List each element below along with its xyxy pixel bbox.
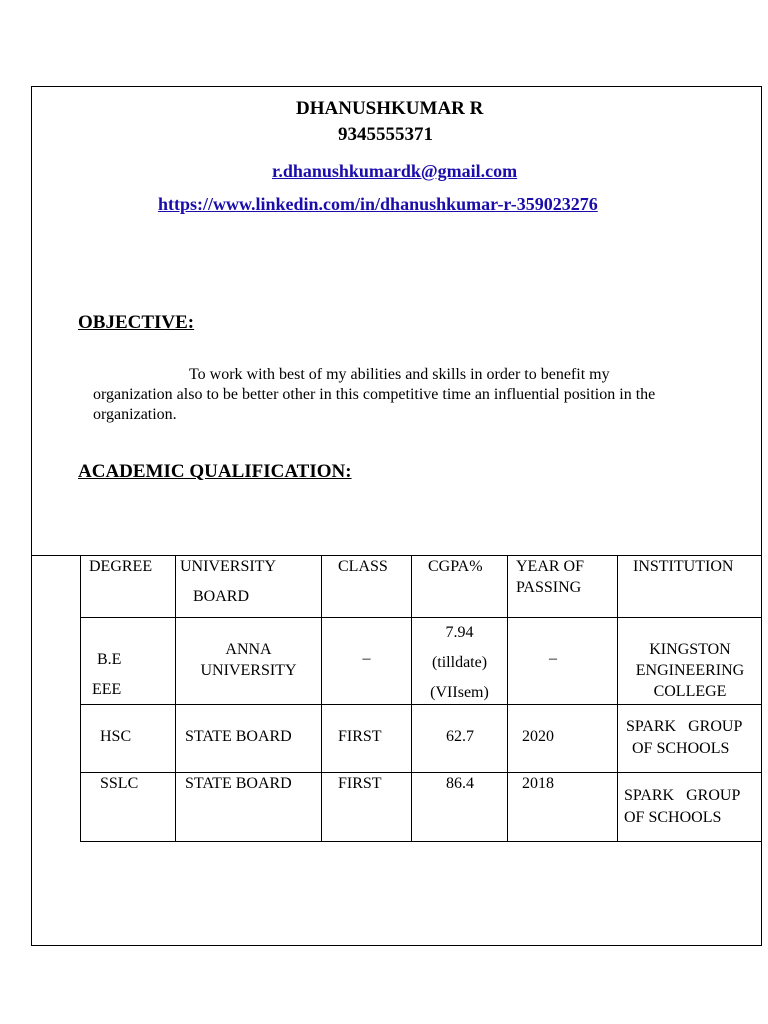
row1-degree: B.E [97, 651, 122, 668]
linkedin-link[interactable]: https://www.linkedin.com/in/dhanushkumar-r-359023276 [158, 194, 598, 214]
row2-cgpa: 62.7 [446, 728, 474, 745]
header-board: BOARD [193, 588, 250, 605]
table-border [80, 841, 762, 842]
row3-cgpa: 86.4 [446, 775, 474, 792]
table-border [80, 772, 762, 773]
row1-year: – [549, 650, 557, 667]
row1-university-line-1: ANNA [225, 641, 272, 658]
row3-class: FIRST [338, 775, 382, 792]
row3-university: STATE BOARD [185, 775, 292, 792]
row2-institution-line-1: SPARK GROUP [626, 718, 743, 735]
row1-branch: EEE [92, 681, 122, 698]
row1-university [176, 639, 321, 681]
row3-institution-line-1: SPARK GROUP [624, 787, 741, 804]
objective-line-1: To work with best of my abilities and skills in order to benefit my [189, 366, 610, 383]
row1-institution-line-3: COLLEGE [653, 683, 727, 700]
row1-institution-line-2: ENGINEERING [635, 662, 745, 679]
header-institution: INSTITUTION [633, 558, 734, 575]
row1-institution-line-1: KINGSTON [649, 641, 731, 658]
row2-university: STATE BOARD [185, 728, 292, 745]
row1-cgpa-value: 7.94 [445, 624, 474, 641]
row1-university-line-2: UNIVERSITY [200, 662, 297, 679]
row2-class: FIRST [338, 728, 382, 745]
objective-line-3: organization. [93, 406, 177, 423]
row1-institution [618, 639, 762, 702]
row2-year: 2020 [522, 728, 554, 745]
objective-text [93, 365, 743, 425]
table-border [175, 555, 176, 841]
header-class: CLASS [338, 558, 388, 575]
row3-year: 2018 [522, 775, 554, 792]
table-border [80, 555, 81, 841]
table-border [507, 555, 508, 841]
row1-class: – [362, 650, 371, 667]
objective-line-2: organization also to be better other in this competitive time an influential position in the [93, 386, 656, 403]
header-cgpa: CGPA% [428, 558, 483, 575]
header-university: UNIVERSITY [180, 558, 276, 575]
header-year-of: YEAR OF [516, 558, 585, 575]
row1-cgpa [412, 618, 507, 708]
row3-degree: SSLC [100, 775, 139, 792]
email-link[interactable]: r.dhanushkumardk@gmail.com [272, 161, 518, 181]
row3-institution-line-2: OF SCHOOLS [624, 809, 722, 826]
table-border [321, 555, 322, 841]
candidate-name: DHANUSHKUMAR R [296, 98, 484, 119]
academic-heading: ACADEMIC QUALIFICATION: [78, 461, 352, 482]
header-passing: PASSING [516, 579, 582, 596]
header-degree: DEGREE [89, 558, 153, 575]
objective-heading: OBJECTIVE: [78, 312, 195, 333]
row2-institution-line-2: OF SCHOOLS [632, 740, 730, 757]
phone-number: 9345555371 [338, 124, 433, 145]
row1-cgpa-sem: (VIIsem) [430, 684, 489, 701]
row2-degree: HSC [100, 728, 132, 745]
row1-cgpa-note: (tilldate) [431, 654, 488, 671]
